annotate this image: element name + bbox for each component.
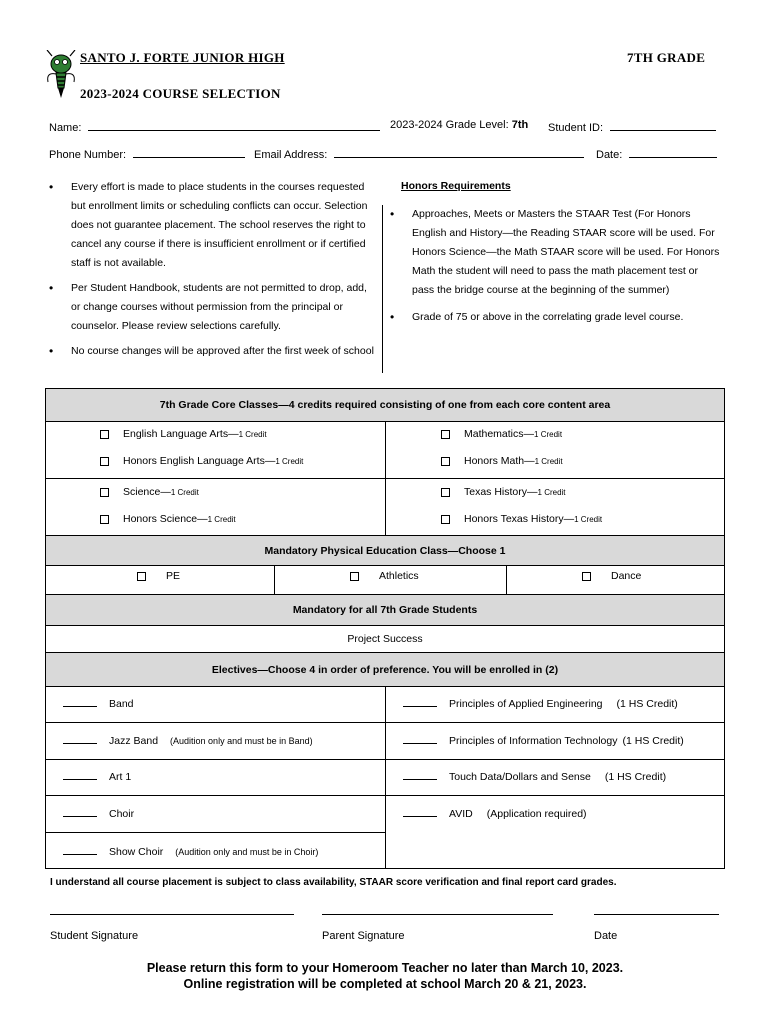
elective-label: Touch Data/Dollars and Sense [449, 771, 591, 783]
course-option-science[interactable] [100, 486, 199, 498]
course-option-honors-math[interactable] [441, 455, 563, 467]
credit-label: 1 Credit [275, 457, 304, 466]
elective-note: (Audition only and must be in Band) [170, 736, 313, 746]
course-label: Honors Science— [123, 513, 208, 525]
project-success: Project Success [45, 625, 725, 653]
row-divider [45, 795, 725, 796]
elective-band[interactable] [63, 697, 134, 710]
honors-title: Honors Requirements [401, 180, 511, 192]
policy-note: • Every effort is made to place students in the courses requested but enrollment limits or scheduling conflicts can occur. Selection does not guarantee placement. The school reserves the right to cancel any course if there is insufficient enrollment or if certified staff is not available. [49, 178, 379, 273]
rank-blank[interactable] [63, 845, 97, 855]
option-label: Dance [611, 570, 642, 582]
student-id-row [548, 119, 716, 134]
date-signature-line[interactable] [594, 913, 719, 915]
checkbox[interactable] [441, 430, 450, 439]
parent-signature-line[interactable] [322, 913, 553, 915]
rank-blank[interactable] [403, 807, 437, 817]
rank-blank[interactable] [63, 734, 97, 744]
elective-applied-engineering[interactable] [403, 697, 678, 710]
course-label: Honors Texas History— [464, 513, 575, 525]
checkbox[interactable] [137, 572, 146, 581]
student-signature-label: Student Signature [50, 930, 139, 942]
email-label: Email Address: [254, 149, 328, 161]
credit-label: 1 Credit [207, 515, 236, 524]
elective-label: Show Choir [109, 846, 164, 858]
rank-blank[interactable] [403, 734, 437, 744]
credit-label: 1 Credit [170, 488, 199, 497]
elective-jazz-band[interactable] [63, 734, 313, 747]
elective-avid[interactable] [403, 807, 587, 820]
option-label: Athletics [379, 570, 419, 582]
checkbox[interactable] [582, 572, 591, 581]
grade-label: 7TH GRADE [627, 50, 706, 65]
online-registration: Online registration will be completed at school March 20 & 21, 2023. [183, 977, 587, 991]
phone-row [49, 146, 245, 161]
grade-level-row [390, 119, 528, 131]
row-divider [45, 832, 386, 833]
parent-signature-label: Parent Signature [322, 930, 405, 942]
course-label: Texas History— [464, 486, 538, 498]
elective-label: Jazz Band [109, 735, 159, 747]
policy-notes [49, 178, 379, 361]
core-cell-science [45, 478, 386, 536]
checkbox[interactable] [441, 515, 450, 524]
policy-note: • Per Student Handbook, students are not permitted to drop, add, or change courses without permission from the principal or counselor. Please review selections carefully. [49, 279, 379, 336]
credit-label: 1 Credit [534, 457, 563, 466]
form-title: 2023-2024 COURSE SELECTION [80, 86, 281, 101]
elective-label: Principles of Applied Engineering [449, 698, 603, 710]
student-id-label: Student ID: [548, 122, 604, 134]
course-option-texas-history[interactable] [441, 486, 566, 498]
policy-note: • No course changes will be approved after the first week of school [49, 342, 379, 361]
athletics-option[interactable] [350, 570, 419, 582]
credit-label: 1 Credit [238, 430, 267, 439]
column-divider [382, 205, 383, 373]
grade-level-label: 2023-2024 Grade Level: [390, 119, 509, 131]
honors-requirement: • Approaches, Meets or Masters the STAAR Test (For Honors English and History—the Reading STAAR score will be used. For Honors Science—the Math STAAR score will be used. For Honors Math the student will need to pass the math placement test or pass the bridge course at the beginning of the summer) [390, 205, 722, 300]
elective-touch-data[interactable] [403, 770, 666, 783]
course-option-math[interactable] [441, 428, 562, 440]
dance-option[interactable] [582, 570, 641, 582]
email-field[interactable] [334, 146, 584, 158]
honors-requirements [390, 205, 722, 327]
mandatory-header: Mandatory for all 7th Grade Students [45, 594, 725, 626]
course-label: Mathematics— [464, 428, 535, 440]
placement-acknowledgement: I understand all course placement is subject to class availability, STAAR score verification and final report card grades. [50, 877, 617, 888]
elective-note: (1 HS Credit) [622, 735, 684, 747]
checkbox[interactable] [350, 572, 359, 581]
hornet-mascot-logo [44, 50, 78, 102]
honors-requirement: • Grade of 75 or above in the correlating grade level course. [390, 308, 722, 327]
elective-show-choir[interactable] [63, 845, 318, 858]
email-row [254, 146, 584, 161]
name-row [49, 119, 380, 134]
course-label: Honors Math— [464, 455, 535, 467]
course-option-honors-ela[interactable] [100, 455, 303, 467]
rank-blank[interactable] [403, 697, 437, 707]
elective-label: AVID [449, 808, 473, 820]
elective-label: Band [109, 698, 134, 710]
elective-label: Choir [109, 808, 135, 820]
return-deadline: Please return this form to your Homeroom Teacher no later than March 10, 2023. [146, 961, 624, 975]
elective-label: Principles of Information Technology [449, 735, 618, 747]
checkbox[interactable] [100, 515, 109, 524]
elective-choir[interactable] [63, 807, 134, 820]
checkbox[interactable] [441, 488, 450, 497]
date-row [596, 146, 717, 161]
course-label: English Language Arts— [123, 428, 239, 440]
elective-information-technology[interactable] [403, 734, 684, 747]
student-id-field[interactable] [610, 119, 716, 131]
rank-blank[interactable] [63, 770, 97, 780]
electives-header: Electives—Choose 4 in order of preference. You will be enrolled in (2) [45, 652, 725, 687]
course-label: Honors English Language Arts— [123, 455, 276, 467]
elective-note: (Application required) [486, 808, 587, 820]
checkbox[interactable] [100, 488, 109, 497]
student-signature-line[interactable] [50, 913, 294, 915]
course-option-honors-science[interactable] [100, 513, 236, 525]
checkbox[interactable] [100, 457, 109, 466]
elective-note: (1 HS Credit) [604, 771, 667, 783]
date-signature-label: Date [594, 930, 618, 942]
checkbox[interactable] [100, 430, 109, 439]
row-divider [45, 759, 725, 760]
grade-level-value: 7th [511, 119, 529, 131]
date-label: Date: [596, 149, 623, 161]
date-field[interactable] [629, 146, 717, 158]
elective-label: Art 1 [109, 771, 132, 783]
course-label: Science— [123, 486, 171, 498]
row-divider [45, 722, 725, 723]
core-classes-header: 7th Grade Core Classes—4 credits required consisting of one from each core content area [45, 388, 725, 422]
pe-header: Mandatory Physical Education Class—Choose 1 [45, 535, 725, 566]
school-name: SANTO J. FORTE JUNIOR HIGH [80, 50, 285, 65]
elective-note: (1 HS Credit) [616, 698, 678, 710]
rank-blank[interactable] [63, 807, 97, 817]
pe-option[interactable] [137, 570, 180, 582]
course-option-honors-texas-history[interactable] [441, 513, 602, 525]
rank-blank[interactable] [63, 697, 97, 707]
credit-label: 1 Credit [537, 488, 566, 497]
option-label: PE [166, 570, 181, 582]
name-label: Name: [49, 122, 82, 134]
credit-label: 1 Credit [534, 430, 563, 439]
credit-label: 1 Credit [574, 515, 603, 524]
elective-note: (Audition only and must be in Choir) [175, 847, 319, 857]
name-field[interactable] [88, 119, 380, 131]
return-instructions [0, 960, 770, 992]
phone-label: Phone Number: [49, 149, 127, 161]
elective-art-1[interactable] [63, 770, 131, 783]
rank-blank[interactable] [403, 770, 437, 780]
checkbox[interactable] [441, 457, 450, 466]
course-option-ela[interactable] [100, 428, 267, 440]
phone-field[interactable] [133, 146, 245, 158]
